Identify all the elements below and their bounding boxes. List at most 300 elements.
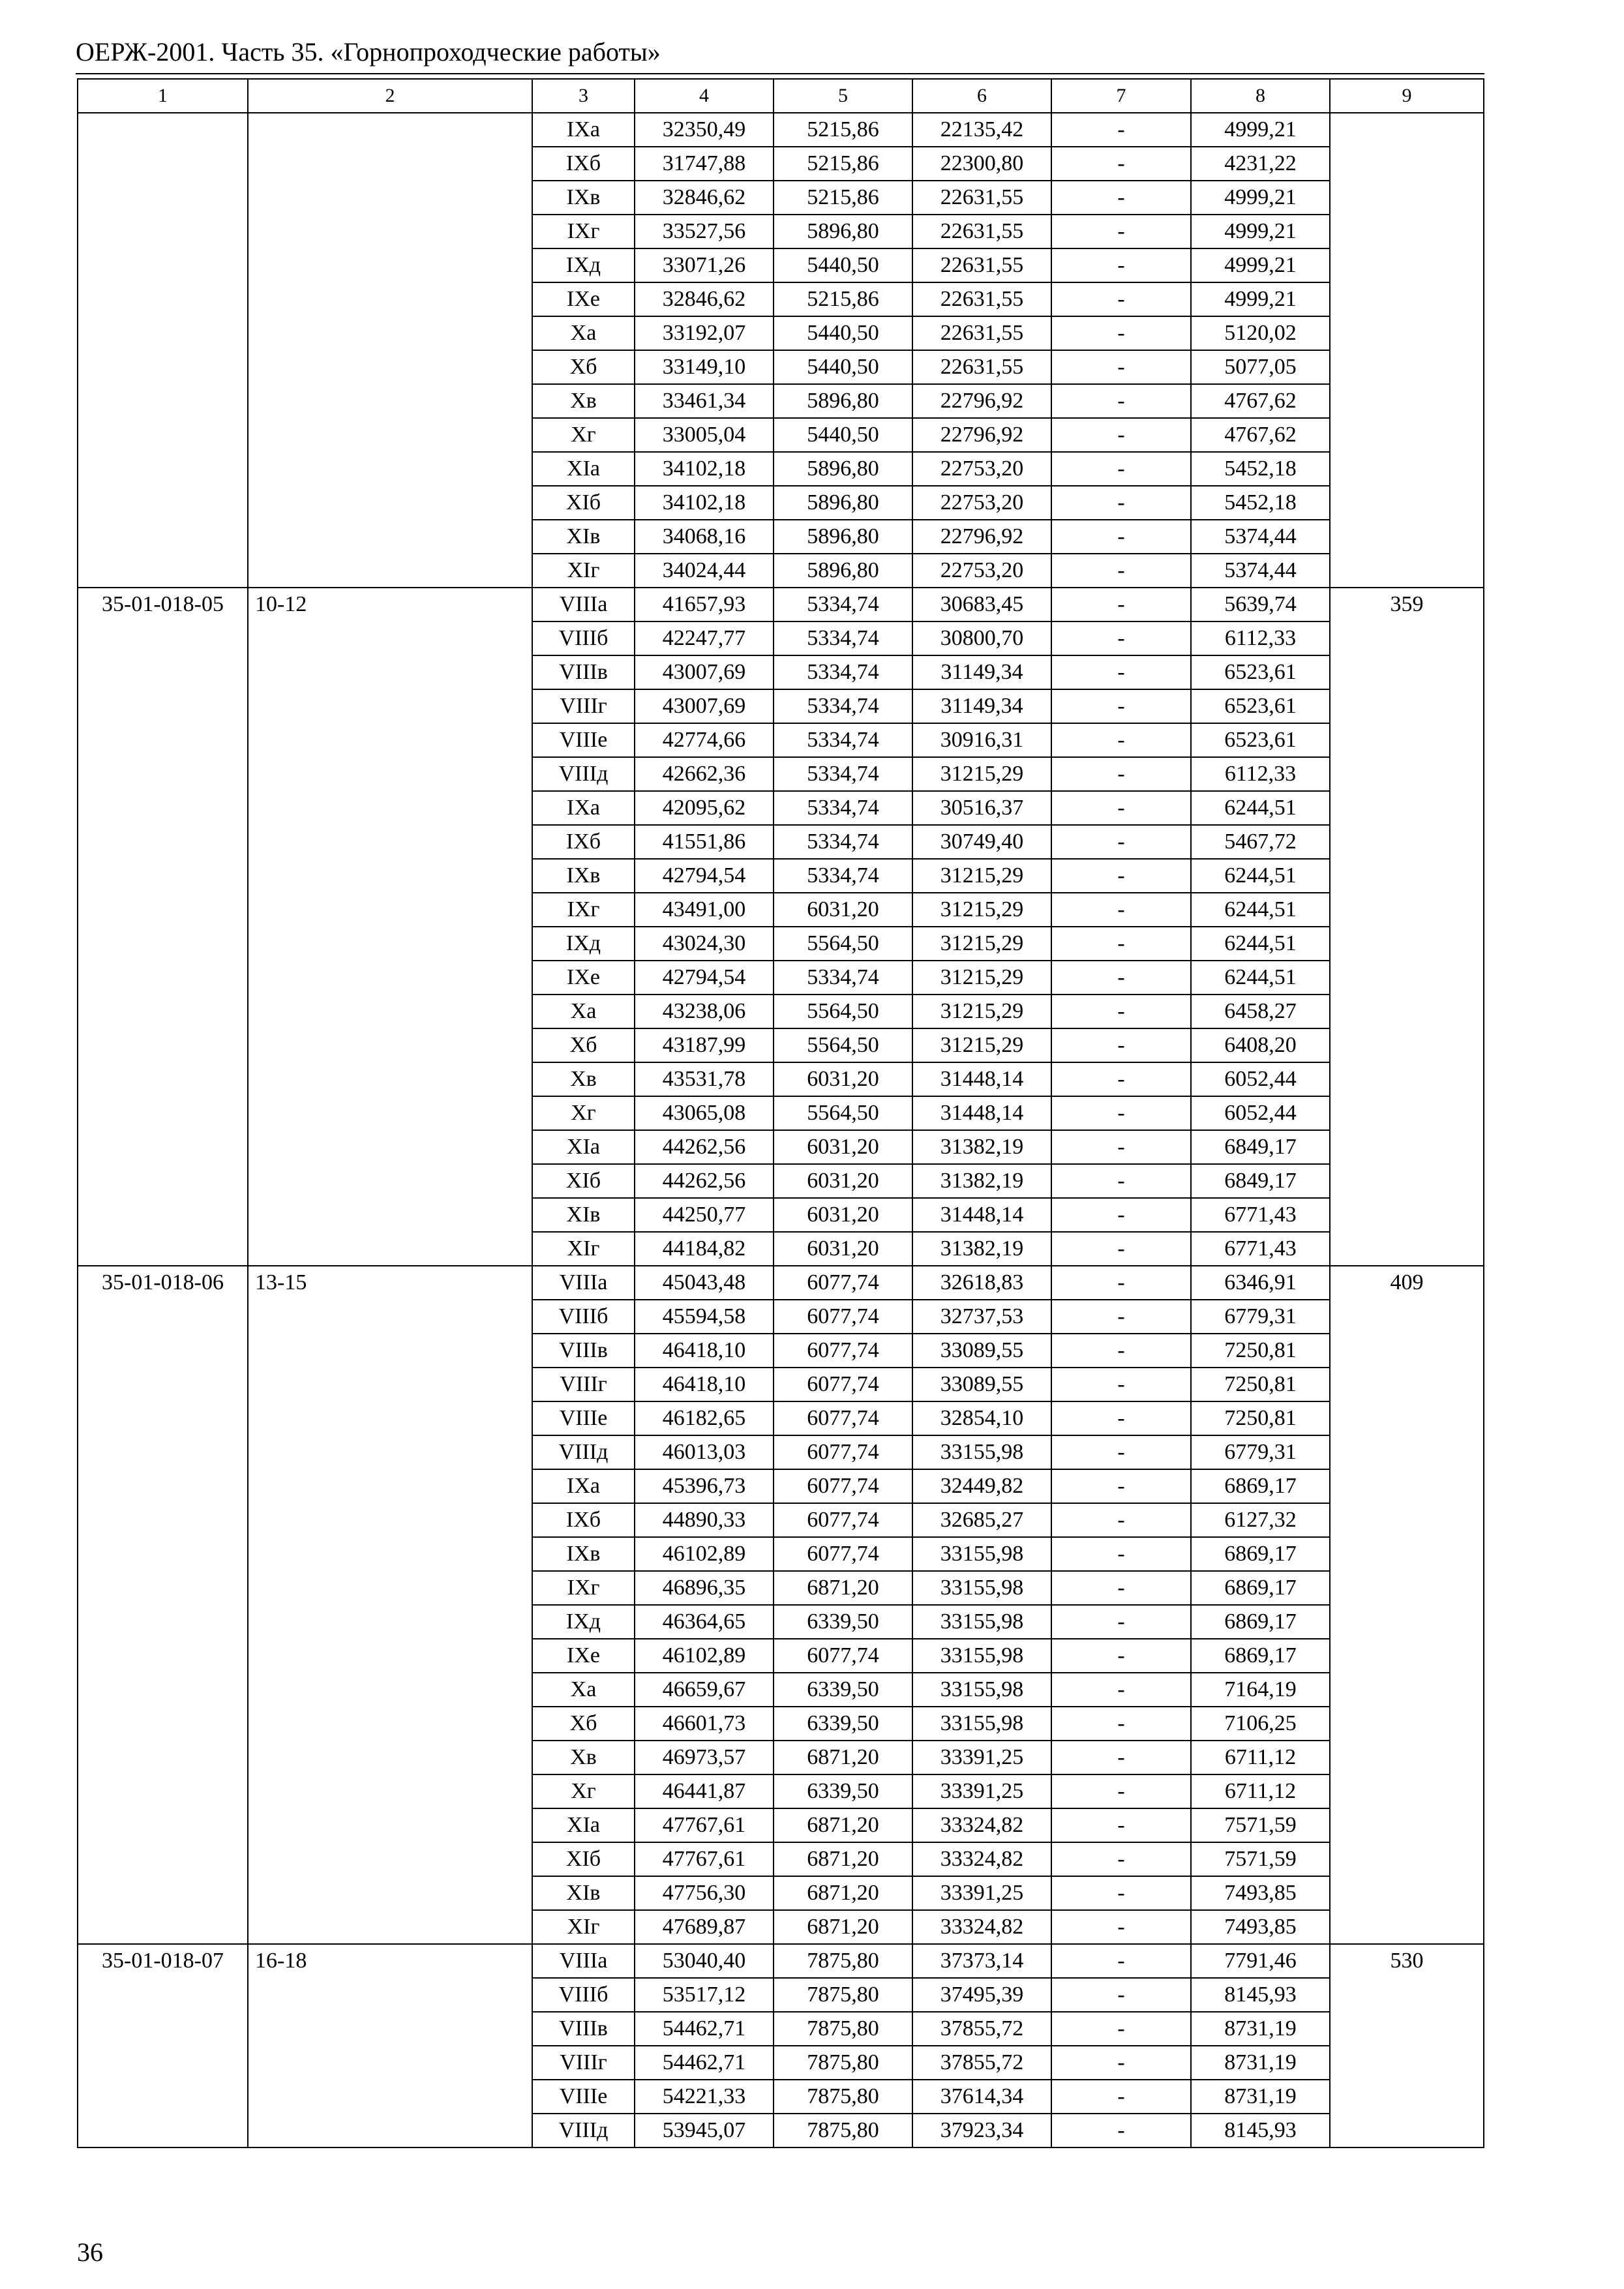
cell-col8: 6408,20 (1191, 1028, 1330, 1062)
cell-class: VIIIг (532, 689, 635, 723)
cell-col7: - (1051, 1707, 1191, 1741)
cell-class: XIв (532, 520, 635, 554)
cell-col4: 32350,49 (635, 113, 774, 147)
cell-class: IXа (532, 113, 635, 147)
page-header-title: ОЕРЖ-2001. Часть 35. «Горнопроходческие работы» (76, 37, 661, 67)
cell-col5: 6339,50 (774, 1605, 912, 1639)
cell-col5: 6339,50 (774, 1673, 912, 1707)
cell-class: IXб (532, 147, 635, 181)
cell-col4: 33527,56 (635, 215, 774, 248)
cell-col6: 33155,98 (912, 1605, 1051, 1639)
cell-class: Xв (532, 1741, 635, 1774)
cell-class: Xг (532, 1096, 635, 1130)
cell-col6: 30516,37 (912, 791, 1051, 825)
cell-class: IXг (532, 215, 635, 248)
cell-col5: 6077,74 (774, 1300, 912, 1334)
cell-class: IXа (532, 791, 635, 825)
cell-col4: 46182,65 (635, 1401, 774, 1435)
cell-col8: 7791,46 (1191, 1944, 1330, 1978)
cell-col7: - (1051, 147, 1191, 181)
cell-col4: 43531,78 (635, 1062, 774, 1096)
cell-col5: 5440,50 (774, 248, 912, 282)
cell-col7: - (1051, 486, 1191, 520)
table-row (78, 113, 1484, 147)
cell-col8: 8145,93 (1191, 2114, 1330, 2147)
cell-col5: 6077,74 (774, 1334, 912, 1368)
cell-col6: 37923,34 (912, 2114, 1051, 2147)
cell-col6: 31448,14 (912, 1198, 1051, 1232)
cell-col6: 33155,98 (912, 1707, 1051, 1741)
cell-class: Xб (532, 1028, 635, 1062)
cell-col5: 5215,86 (774, 147, 912, 181)
cell-class: VIIIб (532, 1978, 635, 2012)
cell-col8: 4231,22 (1191, 147, 1330, 181)
cell-col5: 5334,74 (774, 588, 912, 621)
cell-col8: 8731,19 (1191, 2080, 1330, 2114)
cell-class: VIIIв (532, 655, 635, 689)
cell-col4: 41551,86 (635, 825, 774, 859)
cell-col8: 6849,17 (1191, 1164, 1330, 1198)
cell-class: VIIIа (532, 588, 635, 621)
cell-code: 35-01-018-05 (78, 588, 248, 1266)
cell-col4: 45594,58 (635, 1300, 774, 1334)
cell-class: Xв (532, 1062, 635, 1096)
cell-col5: 5896,80 (774, 520, 912, 554)
cell-col4: 53517,12 (635, 1978, 774, 2012)
cell-col5: 5334,74 (774, 859, 912, 893)
cell-col7: - (1051, 1537, 1191, 1571)
cell-col6: 22796,92 (912, 418, 1051, 452)
cell-range: 16-18 (248, 1944, 532, 2147)
cell-col4: 43491,00 (635, 893, 774, 927)
cell-col4: 41657,93 (635, 588, 774, 621)
cell-col7: - (1051, 1368, 1191, 1401)
cell-col8: 7571,59 (1191, 1808, 1330, 1842)
cell-col6: 31382,19 (912, 1164, 1051, 1198)
cell-class: IXг (532, 893, 635, 927)
cell-col7: - (1051, 791, 1191, 825)
cell-col6: 32618,83 (912, 1266, 1051, 1300)
cell-col7: - (1051, 384, 1191, 418)
cell-col5: 6339,50 (774, 1707, 912, 1741)
cell-col4: 31747,88 (635, 147, 774, 181)
cell-class: Xг (532, 1774, 635, 1808)
cell-col8: 6869,17 (1191, 1537, 1330, 1571)
cell-col7: - (1051, 1232, 1191, 1266)
cell-class: VIIIд (532, 757, 635, 791)
cell-col7: - (1051, 995, 1191, 1028)
cell-col4: 46659,67 (635, 1673, 774, 1707)
cell-col6: 22135,42 (912, 113, 1051, 147)
column-header: 6 (912, 79, 1051, 113)
cell-col6: 22753,20 (912, 452, 1051, 486)
cell-class: Xб (532, 1707, 635, 1741)
cell-col7: - (1051, 282, 1191, 316)
cell-col5: 6871,20 (774, 1876, 912, 1910)
cell-col6: 33155,98 (912, 1571, 1051, 1605)
cell-col4: 53945,07 (635, 2114, 774, 2147)
cell-col5: 5564,50 (774, 927, 912, 961)
cell-col8: 6711,12 (1191, 1741, 1330, 1774)
cell-col5: 6031,20 (774, 893, 912, 927)
cell-col6: 31215,29 (912, 995, 1051, 1028)
cell-class: VIIIг (532, 2046, 635, 2080)
cell-col4: 46418,10 (635, 1368, 774, 1401)
cell-class: IXд (532, 927, 635, 961)
cell-col7: - (1051, 554, 1191, 588)
cell-col8: 6052,44 (1191, 1062, 1330, 1096)
cell-col4: 44890,33 (635, 1503, 774, 1537)
cell-col8: 6869,17 (1191, 1605, 1330, 1639)
cell-col5: 6077,74 (774, 1537, 912, 1571)
cell-col7: - (1051, 2114, 1191, 2147)
cell-col8: 6346,91 (1191, 1266, 1330, 1300)
cell-col7: - (1051, 1503, 1191, 1537)
cell-code: 35-01-018-07 (78, 1944, 248, 2147)
cell-col4: 43187,99 (635, 1028, 774, 1062)
cell-col8: 4999,21 (1191, 113, 1330, 147)
cell-col7: - (1051, 1469, 1191, 1503)
cell-range: 13-15 (248, 1266, 532, 1944)
cell-col6: 31215,29 (912, 927, 1051, 961)
cell-col8: 6244,51 (1191, 927, 1330, 961)
cell-col4: 34102,18 (635, 452, 774, 486)
cell-col7: - (1051, 588, 1191, 621)
column-header: 8 (1191, 79, 1330, 113)
cell-col8: 4767,62 (1191, 384, 1330, 418)
cell-col8: 8731,19 (1191, 2012, 1330, 2046)
cell-col5: 7875,80 (774, 1944, 912, 1978)
cell-col8: 6244,51 (1191, 791, 1330, 825)
cell-col6: 32854,10 (912, 1401, 1051, 1435)
cell-range: 10-12 (248, 588, 532, 1266)
cell-col6: 22631,55 (912, 248, 1051, 282)
cell-col8: 6771,43 (1191, 1198, 1330, 1232)
cell-col8: 5120,02 (1191, 316, 1330, 350)
cell-col6: 31215,29 (912, 859, 1051, 893)
column-header: 1 (78, 79, 248, 113)
cell-col5: 6077,74 (774, 1469, 912, 1503)
cell-col5: 5896,80 (774, 384, 912, 418)
cell-col5: 5440,50 (774, 418, 912, 452)
cell-col7: - (1051, 1300, 1191, 1334)
cell-col9: 409 (1330, 1266, 1484, 1944)
cell-col4: 44184,82 (635, 1232, 774, 1266)
cell-col4: 42794,54 (635, 961, 774, 995)
cell-col5: 5896,80 (774, 215, 912, 248)
cell-class: IXе (532, 961, 635, 995)
cell-col6: 33391,25 (912, 1876, 1051, 1910)
cell-col6: 33155,98 (912, 1537, 1051, 1571)
column-header: 2 (248, 79, 532, 113)
cell-col7: - (1051, 1808, 1191, 1842)
cell-col4: 44250,77 (635, 1198, 774, 1232)
cell-col6: 31215,29 (912, 961, 1051, 995)
cell-col9: 359 (1330, 588, 1484, 1266)
cell-col5: 7875,80 (774, 2012, 912, 2046)
column-header: 7 (1051, 79, 1191, 113)
cell-col6: 33324,82 (912, 1910, 1051, 1944)
cell-col7: - (1051, 1062, 1191, 1096)
cell-col5: 5896,80 (774, 452, 912, 486)
cell-col5: 5334,74 (774, 791, 912, 825)
cell-col8: 7250,81 (1191, 1334, 1330, 1368)
cell-class: VIIIе (532, 723, 635, 757)
cell-class: XIб (532, 1164, 635, 1198)
cell-col5: 5334,74 (774, 723, 912, 757)
cell-class: XIг (532, 1232, 635, 1266)
cell-col4: 32846,62 (635, 181, 774, 215)
cell-col6: 22796,92 (912, 520, 1051, 554)
cell-col7: - (1051, 927, 1191, 961)
cell-col4: 33005,04 (635, 418, 774, 452)
cell-col6: 22631,55 (912, 282, 1051, 316)
cell-col4: 34024,44 (635, 554, 774, 588)
cell-col7: - (1051, 1774, 1191, 1808)
cell-col8: 4999,21 (1191, 215, 1330, 248)
cell-class: Xа (532, 316, 635, 350)
cell-col7: - (1051, 1266, 1191, 1300)
cell-col5: 6871,20 (774, 1842, 912, 1876)
table-row (78, 588, 1484, 621)
cell-col6: 33089,55 (912, 1334, 1051, 1368)
cell-col4: 43065,08 (635, 1096, 774, 1130)
cell-class: XIа (532, 1130, 635, 1164)
cell-class: IXа (532, 1469, 635, 1503)
cell-col5: 6031,20 (774, 1164, 912, 1198)
cell-col8: 6869,17 (1191, 1639, 1330, 1673)
cell-col6: 37614,34 (912, 2080, 1051, 2114)
cell-class: XIв (532, 1198, 635, 1232)
cell-col6: 31448,14 (912, 1062, 1051, 1096)
cell-col7: - (1051, 1978, 1191, 2012)
cell-col4: 42774,66 (635, 723, 774, 757)
cell-col5: 5334,74 (774, 689, 912, 723)
cell-col7: - (1051, 1673, 1191, 1707)
cell-col7: - (1051, 1028, 1191, 1062)
cell-col8: 8731,19 (1191, 2046, 1330, 2080)
cell-col5: 5334,74 (774, 621, 912, 655)
cell-col9 (1330, 113, 1484, 588)
cell-col7: - (1051, 621, 1191, 655)
cell-col8: 5374,44 (1191, 520, 1330, 554)
cell-col8: 7250,81 (1191, 1401, 1330, 1435)
cell-col5: 7875,80 (774, 1978, 912, 2012)
cell-col4: 53040,40 (635, 1944, 774, 1978)
cell-col4: 43024,30 (635, 927, 774, 961)
cell-col6: 31448,14 (912, 1096, 1051, 1130)
cell-col5: 7875,80 (774, 2114, 912, 2147)
cell-col8: 7571,59 (1191, 1842, 1330, 1876)
cell-col7: - (1051, 893, 1191, 927)
cell-col6: 22753,20 (912, 554, 1051, 588)
cell-col7: - (1051, 248, 1191, 282)
cell-col8: 6458,27 (1191, 995, 1330, 1028)
cell-col8: 6244,51 (1191, 893, 1330, 927)
cell-col6: 33391,25 (912, 1774, 1051, 1808)
cell-col6: 37855,72 (912, 2046, 1051, 2080)
cell-col7: - (1051, 113, 1191, 147)
cell-class: XIг (532, 554, 635, 588)
cell-col5: 6031,20 (774, 1062, 912, 1096)
cell-col5: 5564,50 (774, 1028, 912, 1062)
cell-col7: - (1051, 1639, 1191, 1673)
cell-col7: - (1051, 1130, 1191, 1164)
cell-col5: 6077,74 (774, 1401, 912, 1435)
cell-col7: - (1051, 859, 1191, 893)
cell-col5: 5215,86 (774, 181, 912, 215)
cell-col4: 46013,03 (635, 1435, 774, 1469)
cell-col8: 6523,61 (1191, 723, 1330, 757)
cell-col8: 6869,17 (1191, 1469, 1330, 1503)
cell-col4: 33071,26 (635, 248, 774, 282)
cell-col7: - (1051, 1334, 1191, 1368)
cell-col4: 32846,62 (635, 282, 774, 316)
cell-col5: 5215,86 (774, 113, 912, 147)
cell-col6: 30683,45 (912, 588, 1051, 621)
cell-col6: 33391,25 (912, 1741, 1051, 1774)
column-number-row (78, 79, 1484, 113)
cell-col4: 43007,69 (635, 655, 774, 689)
cell-col4: 33149,10 (635, 350, 774, 384)
cell-class: VIIIв (532, 2012, 635, 2046)
cell-col8: 4999,21 (1191, 181, 1330, 215)
cell-class: Xб (532, 350, 635, 384)
cell-class: VIIIа (532, 1944, 635, 1978)
table-row (78, 1944, 1484, 1978)
cell-class: IXб (532, 825, 635, 859)
cell-class: VIIIд (532, 2114, 635, 2147)
cell-col6: 31149,34 (912, 689, 1051, 723)
cell-col6: 33324,82 (912, 1808, 1051, 1842)
cell-col8: 6771,43 (1191, 1232, 1330, 1266)
cell-col6: 30916,31 (912, 723, 1051, 757)
cell-class: VIIIб (532, 621, 635, 655)
cell-col6: 33155,98 (912, 1639, 1051, 1673)
cell-col6: 33089,55 (912, 1368, 1051, 1401)
cell-col6: 31215,29 (912, 757, 1051, 791)
cell-col6: 33155,98 (912, 1435, 1051, 1469)
cell-col7: - (1051, 961, 1191, 995)
cell-col6: 22631,55 (912, 215, 1051, 248)
cell-col8: 6779,31 (1191, 1435, 1330, 1469)
cell-col4: 46973,57 (635, 1741, 774, 1774)
cell-col5: 5334,74 (774, 961, 912, 995)
cell-col4: 45043,48 (635, 1266, 774, 1300)
cell-class: VIIIв (532, 1334, 635, 1368)
header-rule (76, 73, 1484, 74)
cell-class: VIIIб (532, 1300, 635, 1334)
cell-col8: 6244,51 (1191, 859, 1330, 893)
cell-col6: 31149,34 (912, 655, 1051, 689)
cell-col7: - (1051, 1164, 1191, 1198)
cell-class: VIIIг (532, 1368, 635, 1401)
cell-col7: - (1051, 1741, 1191, 1774)
cell-col7: - (1051, 316, 1191, 350)
cell-col5: 5896,80 (774, 554, 912, 588)
cell-class: IXб (532, 1503, 635, 1537)
cell-col5: 7875,80 (774, 2080, 912, 2114)
cell-class: VIIIа (532, 1266, 635, 1300)
cell-col5: 6871,20 (774, 1741, 912, 1774)
cell-range (248, 113, 532, 588)
cell-class: VIIIе (532, 2080, 635, 2114)
cell-col8: 5374,44 (1191, 554, 1330, 588)
cell-col6: 33324,82 (912, 1842, 1051, 1876)
cell-col6: 22753,20 (912, 486, 1051, 520)
cell-col6: 22796,92 (912, 384, 1051, 418)
cell-col4: 46441,87 (635, 1774, 774, 1808)
cell-col8: 5077,05 (1191, 350, 1330, 384)
cell-col7: - (1051, 1571, 1191, 1605)
cell-col6: 30800,70 (912, 621, 1051, 655)
cell-col7: - (1051, 2046, 1191, 2080)
cell-col9: 530 (1330, 1944, 1484, 2147)
cell-col7: - (1051, 215, 1191, 248)
cell-col4: 33192,07 (635, 316, 774, 350)
cell-col7: - (1051, 1401, 1191, 1435)
cell-col7: - (1051, 2012, 1191, 2046)
cell-col8: 4767,62 (1191, 418, 1330, 452)
cell-col5: 5896,80 (774, 486, 912, 520)
cell-class: XIа (532, 452, 635, 486)
cell-col8: 4999,21 (1191, 282, 1330, 316)
table-row (78, 1266, 1484, 1300)
cell-col4: 46418,10 (635, 1334, 774, 1368)
cell-col5: 6077,74 (774, 1435, 912, 1469)
cell-col8: 6523,61 (1191, 655, 1330, 689)
cell-col4: 54462,71 (635, 2012, 774, 2046)
cell-col4: 42662,36 (635, 757, 774, 791)
cell-col6: 22300,80 (912, 147, 1051, 181)
cell-col4: 34068,16 (635, 520, 774, 554)
cell-class: IXд (532, 1605, 635, 1639)
cell-class: VIIIд (532, 1435, 635, 1469)
cell-col4: 44262,56 (635, 1164, 774, 1198)
cell-col4: 34102,18 (635, 486, 774, 520)
cell-class: XIб (532, 1842, 635, 1876)
table-body (78, 113, 1484, 2147)
cell-col8: 5452,18 (1191, 452, 1330, 486)
cell-col7: - (1051, 350, 1191, 384)
cell-col8: 5639,74 (1191, 588, 1330, 621)
cell-class: XIг (532, 1910, 635, 1944)
cell-col7: - (1051, 757, 1191, 791)
cell-col6: 32685,27 (912, 1503, 1051, 1537)
cell-col4: 43007,69 (635, 689, 774, 723)
cell-col4: 47689,87 (635, 1910, 774, 1944)
cell-col4: 46364,65 (635, 1605, 774, 1639)
cell-col5: 6077,74 (774, 1368, 912, 1401)
cell-col4: 42095,62 (635, 791, 774, 825)
cell-col8: 7493,85 (1191, 1910, 1330, 1944)
cell-col5: 6339,50 (774, 1774, 912, 1808)
cell-col4: 54221,33 (635, 2080, 774, 2114)
cell-col5: 5564,50 (774, 1096, 912, 1130)
column-header: 5 (774, 79, 912, 113)
cell-class: XIб (532, 486, 635, 520)
cell-col7: - (1051, 825, 1191, 859)
cell-col4: 47767,61 (635, 1842, 774, 1876)
cell-col6: 22631,55 (912, 316, 1051, 350)
cell-class: Xв (532, 384, 635, 418)
cell-col4: 47756,30 (635, 1876, 774, 1910)
cell-col7: - (1051, 1842, 1191, 1876)
cell-class: IXе (532, 1639, 635, 1673)
cell-col5: 5440,50 (774, 316, 912, 350)
cell-col8: 6779,31 (1191, 1300, 1330, 1334)
cell-col6: 37373,14 (912, 1944, 1051, 1978)
